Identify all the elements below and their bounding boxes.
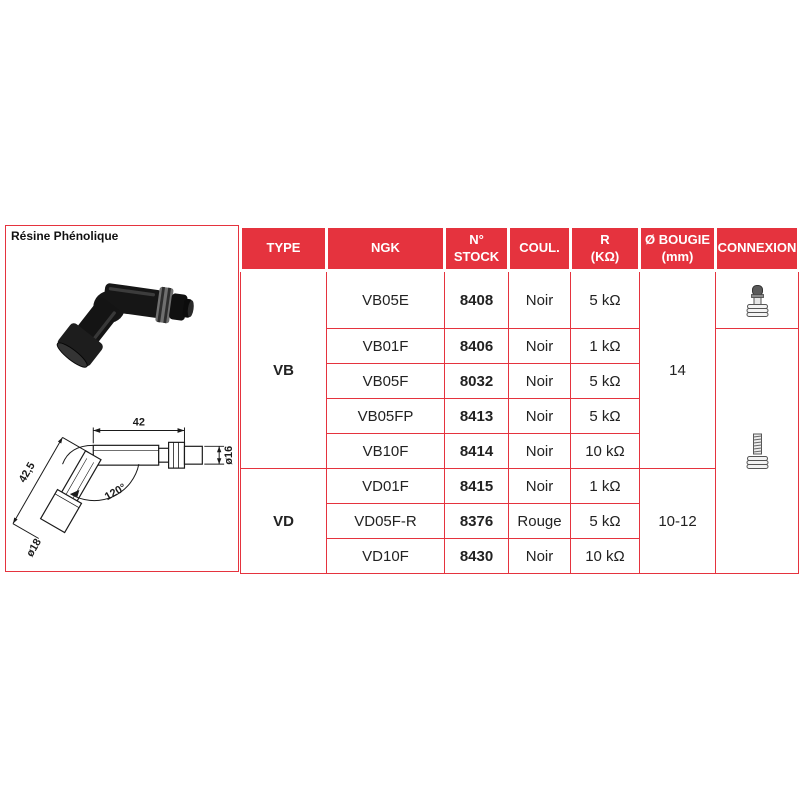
- resistance-cell: 5 kΩ: [571, 399, 640, 434]
- resistance-cell: 10 kΩ: [571, 539, 640, 574]
- resistance-cell: 5 kΩ: [571, 364, 640, 399]
- stock-cell: 8430: [445, 539, 509, 574]
- stock-cell: 8415: [445, 469, 509, 504]
- coul-cell: Noir: [509, 329, 571, 364]
- ngk-cell: VB05F: [327, 364, 445, 399]
- coul-cell: Noir: [509, 434, 571, 469]
- stock-cell: 8406: [445, 329, 509, 364]
- ngk-cell: VD10F: [327, 539, 445, 574]
- product-photo-cap: [50, 264, 202, 376]
- coul-cell: Noir: [509, 539, 571, 574]
- header-resistance: R (KΩ): [571, 227, 640, 271]
- panel-title: Résine Phénolique: [11, 229, 119, 243]
- ngk-cell: VB05E: [327, 271, 445, 329]
- resistance-cell: 5 kΩ: [571, 504, 640, 539]
- bougie-group-cell-vb: 14: [640, 271, 716, 469]
- header-stock: N° STOCK: [445, 227, 509, 271]
- connexion-cell: [716, 271, 799, 329]
- header-type: TYPE: [241, 227, 327, 271]
- resistance-cell: 10 kΩ: [571, 434, 640, 469]
- stock-cell: 8414: [445, 434, 509, 469]
- technical-drawing: [10, 398, 238, 566]
- dim-angle-label: 120°: [102, 481, 129, 504]
- ngk-cell: VB10F: [327, 434, 445, 469]
- table-wrap: [239, 225, 800, 574]
- header-row: [241, 227, 799, 271]
- ngk-cell: VB05FP: [327, 399, 445, 434]
- coul-cell: Noir: [509, 399, 571, 434]
- type-group-cell-vb: VB: [241, 271, 327, 469]
- coul-cell: Noir: [509, 364, 571, 399]
- parts-table: [239, 225, 800, 574]
- ngk-cell: VB01F: [327, 329, 445, 364]
- dim-dia18-label: ø18: [24, 536, 45, 560]
- coul-cell: Rouge: [509, 504, 571, 539]
- threaded-stud-icon: [744, 432, 771, 470]
- header-ngk: NGK: [327, 227, 445, 271]
- stock-cell: 8413: [445, 399, 509, 434]
- resistance-cell: 1 kΩ: [571, 469, 640, 504]
- header-connexion: CONNEXION: [716, 227, 799, 271]
- header-couleur: COUL.: [509, 227, 571, 271]
- table-row: [241, 271, 799, 329]
- ngk-cell: VD01F: [327, 469, 445, 504]
- ngk-cell: VD05F-R: [327, 504, 445, 539]
- header-bougie: Ø BOUGIE (mm): [640, 227, 716, 271]
- stock-cell: 8376: [445, 504, 509, 539]
- type-group-cell-vd: VD: [241, 469, 327, 574]
- coul-cell: Noir: [509, 271, 571, 329]
- table-row: [241, 469, 799, 504]
- dim-42-label: 42: [132, 416, 145, 429]
- stock-cell: 8032: [445, 364, 509, 399]
- bougie-group-cell-vd: 10-12: [640, 469, 716, 574]
- resistance-cell: 5 kΩ: [571, 271, 640, 329]
- terminal-nut-icon: [744, 283, 771, 317]
- dim-42-5-label: 42,5: [16, 460, 38, 485]
- connexion-cell-merged: [716, 329, 799, 574]
- stock-cell: 8408: [445, 271, 509, 329]
- coul-cell: Noir: [509, 469, 571, 504]
- resistance-cell: 1 kΩ: [571, 329, 640, 364]
- dim-dia16-label: ø16: [223, 445, 236, 465]
- left-panel: [5, 225, 239, 572]
